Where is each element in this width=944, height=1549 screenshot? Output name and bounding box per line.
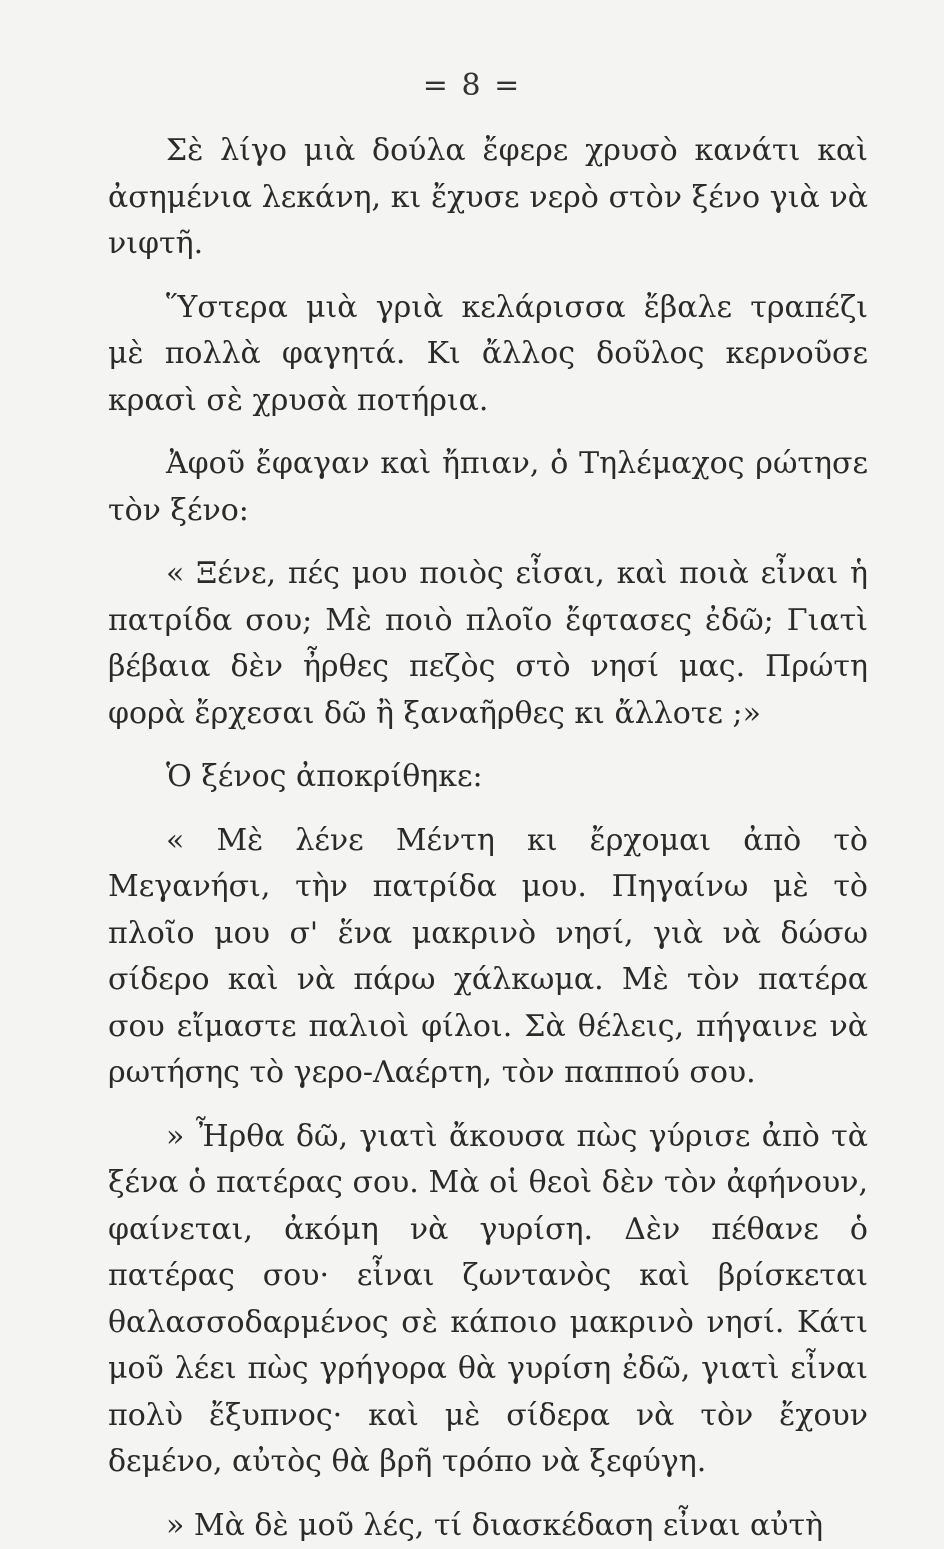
page-number: = 8 = [0,68,944,103]
paragraph: « Μὲ λένε Μέντη κι ἔρχομαι ἀπὸ τὸ Μεγανήσι, τὴν πατρίδα μου. Πηγαίνω μὲ τὸ πλοῖο μου σ' ἕνα μακρινὸ νησί, γιὰ νὰ δώσω σίδερο καὶ νὰ πάρω χάλκωμα. Μὲ τὸν πατέρα σου εἴμαστε παλιοὶ φίλοι. Σὰ θέλεις, πήγαινε νὰ ρωτήσης τὸ γερο-Λαέρτη, τὸν παππού σου. [108,818,868,1097]
paragraph: » Ἦρθα δῶ, γιατὶ ἄκουσα πὼς γύρισε ἀπὸ τὰ ξένα ὁ πατέρας σου. Μὰ οἱ θεοὶ δὲν τὸν ἀφήνουν, φαίνεται, ἀκόμη νὰ γυρίση. Δὲν πέθανε ὁ πατέρας σου· εἶναι ζωντανὸς καὶ βρίσκεται θαλασσοδαρμένος σὲ κάποιο μακρινὸ νησί. Κάτι μοῦ λέει πὼς γρήγορα θὰ γυρίση ἐδῶ, γιατὶ εἶναι πολὺ ἔξυπνος· καὶ μὲ σίδερα νὰ τὸν ἔχουν δεμένο, αὐτὸς θὰ βρῆ τρόπο νὰ ξεφύγη. [108,1114,868,1486]
paragraph: « Ξένε, πές μου ποιὸς εἶσαι, καὶ ποιὰ εἶναι ἡ πατρίδα σου; Μὲ ποιὸ πλοῖο ἔφτασες ἐδῶ; Γιατὶ βέβαια δὲν ἦρθες πεζὸς στὸ νησί μας. Πρώτη φορὰ ἔρχεσαι δῶ ἢ ξαναῆρθες κι ἄλλοτε ;» [108,551,868,737]
paragraph: Ὁ ξένος ἀποκρίθηκε: [108,754,868,801]
paragraph: Ἀφοῦ ἔφαγαν καὶ ἤπιαν, ὁ Τηλέμαχος ρώτησε τὸν ξένο: [108,441,868,534]
paragraph: Ὕστερα μιὰ γριὰ κελάρισσα ἔβαλε τραπέζι μὲ πολλὰ φαγητά. Κι ἄλλος δοῦλος κερνοῦσε κρασὶ σὲ χρυσὰ ποτήρια. [108,285,868,425]
paragraph: Σὲ λίγο μιὰ δούλα ἔφερε χρυσὸ κανάτι καὶ ἀσημένια λεκάνη, κι ἔχυσε νερὸ στὸν ξένο γιὰ νὰ νιφτῆ. [108,128,868,268]
body-text [108,128,868,1549]
paragraph: » Μὰ δὲ μοῦ λές, τί διασκέδαση εἶναι αὐτὴ [108,1503,868,1549]
